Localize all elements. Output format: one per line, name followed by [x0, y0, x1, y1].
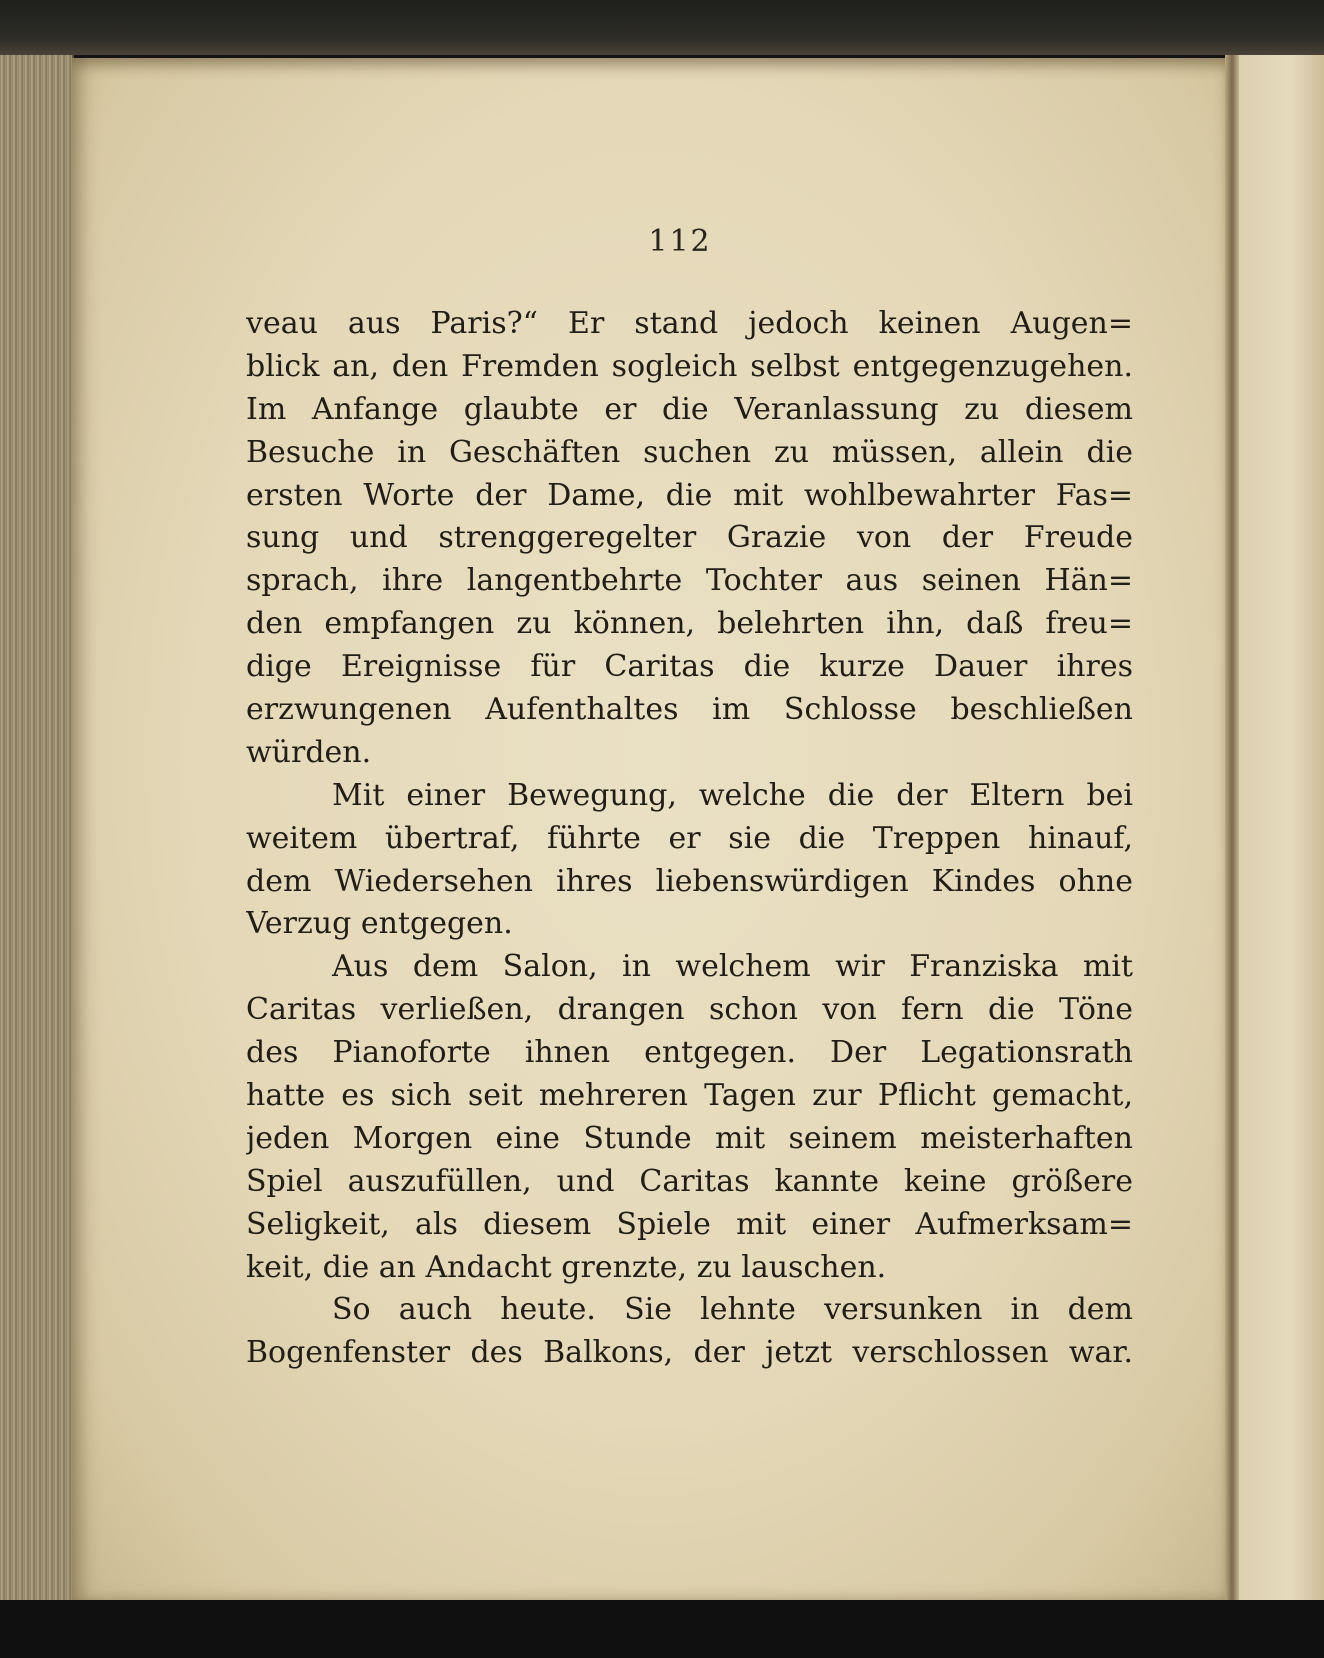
text-line: des Pianoforte ihnen entgegen. Der Legationsrath: [246, 1035, 1133, 1071]
text-line: Mit einer Bewegung, welche die der Eltern bei: [332, 777, 1133, 813]
text-line: Verzug entgegen.: [246, 906, 513, 942]
page-number: 112: [648, 224, 712, 259]
text-line: Aus dem Salon, in welchem wir Franziska mit: [332, 949, 1133, 985]
scan-background-top: [0, 0, 1324, 55]
text-line: Seligkeit, als diesem Spiele mit einer Aufmerksam=: [246, 1206, 1133, 1242]
text-line: blick an, den Fremden sogleich selbst entgegenzugehen.: [246, 348, 1133, 384]
text-line: Im Anfange glaubte er die Veranlassung zu diesem: [246, 391, 1133, 427]
text-line: den empfangen zu können, belehrten ihn, daß freu=: [246, 606, 1133, 642]
text-line: weitem übertraf, führte er sie die Treppen hinauf,: [246, 820, 1133, 856]
text-line: Spiel auszufüllen, und Caritas kannte keine größere: [246, 1163, 1133, 1199]
text-line: sung und strenggeregelter Grazie von der Freude: [246, 520, 1133, 556]
page-edges: [0, 55, 74, 1610]
facing-page-edge: [1239, 55, 1324, 1605]
text-line: Caritas verließen, drangen schon von fern die Töne: [246, 992, 1133, 1028]
text-line: Besuche in Geschäften suchen zu müssen, allein die: [246, 434, 1133, 470]
text-line: keit, die an Andacht grenzte, zu lauschen.: [246, 1249, 887, 1285]
text-line: Bogenfenster des Balkons, der jetzt verschlossen war.: [246, 1335, 1133, 1371]
text-line: dem Wiedersehen ihres liebenswürdigen Kindes ohne: [246, 863, 1133, 899]
text-line: dige Ereignisse für Caritas die kurze Dauer ihres: [246, 649, 1133, 685]
book-gutter: [1225, 55, 1239, 1605]
text-line: erzwungenen Aufenthaltes im Schlosse beschließen: [246, 692, 1133, 728]
text-line: ersten Worte der Dame, die mit wohlbewahrter Fas=: [246, 477, 1133, 513]
text-line: veau aus Paris?“ Er stand jedoch keinen Augen=: [246, 306, 1133, 341]
text-line: hatte es sich seit mehreren Tagen zur Pflicht gemacht,: [246, 1078, 1133, 1114]
text-line: würden.: [246, 734, 372, 770]
text-line: jeden Morgen eine Stunde mit seinem meisterhaften: [246, 1120, 1133, 1156]
text-line: So auch heute. Sie lehnte versunken in dem: [332, 1292, 1133, 1328]
scan-background-bottom: [0, 1600, 1324, 1658]
body-text: [246, 303, 1133, 1375]
text-line: sprach, ihre langentbehrte Tochter aus seinen Hän=: [246, 563, 1133, 599]
